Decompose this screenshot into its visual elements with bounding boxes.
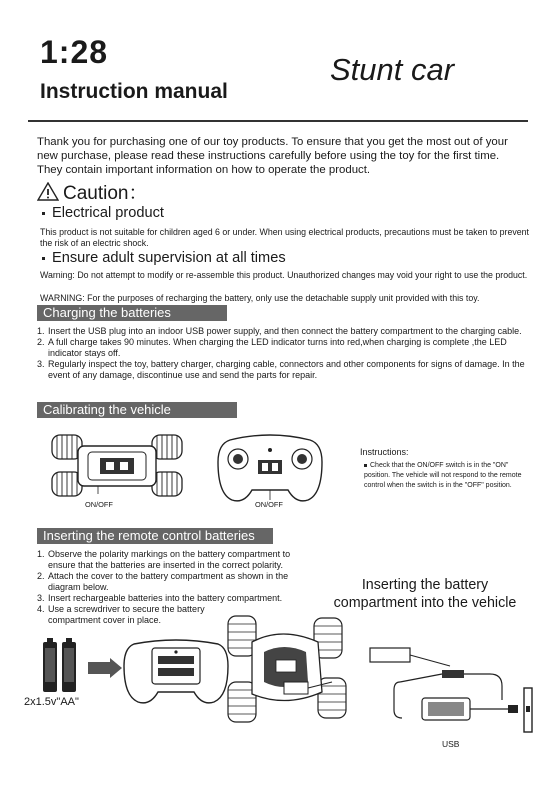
electrical-text: This product is not suitable for children aged 6 or under. When using electrical products, precautions must be taken to prevent the risk of an electric shock. (40, 227, 529, 248)
warning-triangle-icon (37, 182, 59, 201)
remote-illustration (216, 432, 324, 504)
list-item: 4. Use a screwdriver to secure the battery compartment cover in place. (37, 604, 205, 625)
list-item: 1. Observe the polarity markings on the battery compartment to ensure that the batteries are inserted in the correct polarity. (37, 549, 291, 570)
electrical-heading-text: Electrical product (52, 205, 164, 221)
remote-battery-compartment-illustration (122, 636, 230, 706)
bullet-icon (42, 257, 45, 260)
list-item: 2. Attach the cover to the battery compartment as shown in the diagram below. (37, 571, 289, 592)
caution-heading (37, 178, 148, 205)
product-name: Stunt car (330, 52, 455, 87)
bullet-icon (42, 212, 45, 215)
scale-label: 1:28 (40, 34, 109, 70)
electrical-heading (42, 205, 164, 221)
caution-title: Caution： (63, 183, 148, 204)
instructions-note (364, 461, 529, 491)
list-item: 1. Insert the USB plug into an indoor USB power supply, and then connect the battery compartment to the charging cable. (37, 326, 522, 336)
car-illustration (48, 432, 188, 500)
warning-text-2: WARNING: For the purposes of recharging the battery, only use the detachable supply unit provided with this toy. (40, 293, 480, 303)
calibrating-heading: Calibrating the vehicle (37, 402, 237, 418)
intro-paragraph: Thank you for purchasing one of our toy products. To ensure that you get the most out of your new purchase, please read these instructions carefully before using the toy for the first time. They contain important information on how to operate the product. (37, 136, 508, 176)
charging-list (37, 326, 537, 381)
supervision-heading-text: Ensure adult supervision at all times (52, 250, 286, 266)
supervision-heading (42, 250, 286, 266)
charging-heading: Charging the batteries (37, 305, 227, 321)
arrow-right-icon (88, 658, 122, 678)
car-onoff-label: ON/OFF (85, 500, 113, 509)
instructions-text: Check that the ON/OFF switch is in the "ON" position. The vehicle will not respond to the remote control when the switch is in the "OFF" position. (364, 462, 522, 489)
list-item: 2. A full charge takes 90 minutes. When charging the LED indicator turns into red,when charging is complete ,the LED indicator stays off. (37, 337, 507, 358)
list-item: 3. Regularly inspect the toy, battery charger, charging cable, connectors and other components for signs of damage. In the event of any damage, discontinue use and send the parts for repair. (37, 359, 525, 380)
manual-title: Instruction manual (40, 80, 228, 103)
vehicle-battery-heading: Inserting the battery compartment into the vehicle (333, 577, 517, 611)
remote-onoff-label: ON/OFF (255, 500, 283, 509)
instructions-label: Instructions: (360, 447, 409, 457)
remote-batteries-heading: Inserting the remote control batteries (37, 528, 273, 544)
aa-batteries-illustration (40, 636, 80, 694)
charging-cable-illustration (330, 630, 540, 740)
header-rule (28, 120, 528, 122)
aa-battery-label: 2x1.5v"AA" (24, 696, 79, 708)
bullet-icon (364, 464, 367, 467)
list-item: 3. Insert rechargeable batteries into the battery compartment. (37, 593, 283, 603)
usb-label: USB (442, 739, 460, 749)
warning-text-1: Warning: Do not attempt to modify or re-assemble this product. Unauthorized changes may void your right to use the product. (40, 270, 528, 280)
